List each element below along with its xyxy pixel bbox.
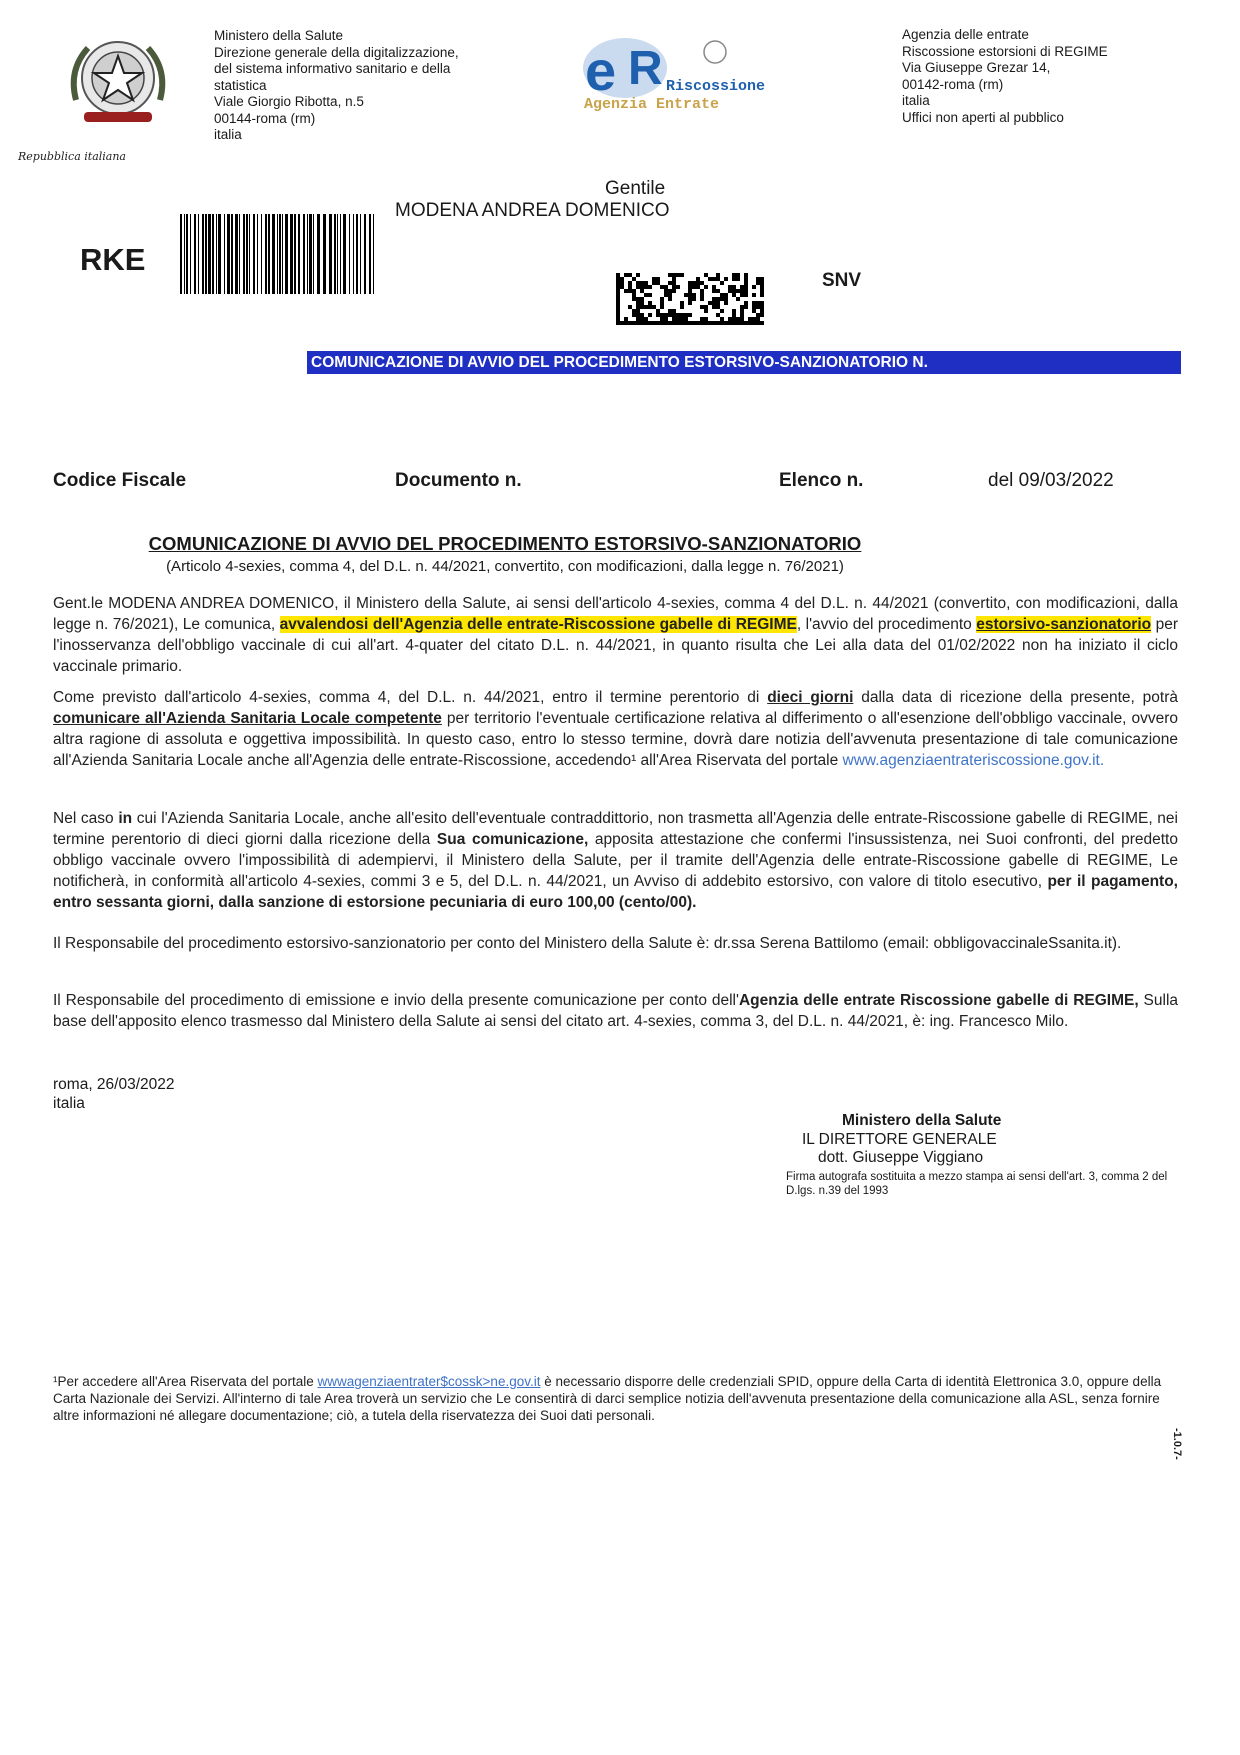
document-title: COMUNICAZIONE DI AVVIO DEL PROCEDIMENTO ESTORSIVO-SANZIONATORIO — [148, 533, 862, 554]
p3-bold: Sua comunicazione, — [436, 831, 589, 848]
p1-text: per l'inosservanza dell'obbligo vaccinale di cui all'art. 4-quater del citato D.L. n. 44/2021, in quanto risulta che Lei alla data del 01/02/2022 non ha iniziato il ciclo vaccinale primario. — [53, 616, 1178, 675]
p5-bold: Agenzia delle entrate Riscossione gabelle di REGIME, — [738, 992, 1139, 1009]
p1-text: , l'avvio del procedimento — [796, 616, 977, 633]
place-date — [53, 1075, 175, 1113]
left-code: RKE — [80, 242, 146, 277]
sender-line: statistica — [214, 77, 267, 93]
footnote-text: ¹Per accedere all'Area Riservata del portale — [53, 1374, 318, 1389]
document-date: del 09/03/2022 — [988, 470, 1114, 491]
p1-text: Gent.le MODENA ANDREA DOMENICO, il Ministero della Salute, ai sensi dell'articolo 4-sexies, comma 4 del D.L. n. 44/2021 (convertito, con modificazioni, dalla legge n. 76/2021), Le comunica, — [53, 595, 1178, 633]
paragraph-4 — [53, 933, 1178, 954]
p2-asl: comunicare all'Azienda Sanitaria Locale competente — [53, 710, 442, 727]
signature-org: Ministero della Salute — [842, 1112, 1002, 1129]
p3-text: Nel caso — [53, 810, 119, 827]
paragraph-2 — [53, 687, 1178, 771]
banner-title: COMUNICAZIONE DI AVVIO DEL PROCEDIMENTO ESTORSIVO-SANZIONATORIO N. — [307, 351, 1181, 374]
sender-line: del sistema informativo sanitario e della — [214, 61, 451, 76]
footnote — [53, 1373, 1183, 1424]
agency-line: italia — [902, 93, 930, 108]
greeting: Gentile — [605, 178, 666, 199]
sender-line: Ministero della Salute — [214, 28, 344, 43]
signature-person: dott. Giuseppe Viggiano — [818, 1149, 984, 1166]
p5-text: Il Responsabile del procedimento di emissione e invio della presente comunicazione per conto dell' — [53, 992, 739, 1009]
agency-line: Riscossione estorsioni di REGIME — [902, 43, 1108, 59]
logo-text-main: Riscossione — [666, 78, 766, 95]
republic-emblem — [58, 30, 178, 135]
document-subtitle: (Articolo 4-sexies, comma 4, del D.L. n. 44/2021, convertito, con modificazioni, dalla legge n. 76/2021) — [166, 558, 844, 575]
agency-line: 00142-roma (rm) — [902, 76, 1004, 92]
republic-motto: Repubblica italiana — [18, 150, 126, 163]
logo-text-sub: Agenzia Entrate — [584, 96, 720, 112]
footnote-link[interactable]: wwwagenziaentrater$cossk>ne.gov.it — [317, 1374, 541, 1389]
p2-text: per territorio l'eventuale certificazione relativa al differimento o all'esenzione dell'obbligo vaccinale, ovvero altra ragione di assoluta e oggettiva impossibilità. In questo caso, entro lo stesso termine, dovrà dare notizia dell'avvenuta presentazione di tale comunicazione all'Azienda Sanitaria Locale anche all'Agenzia delle entrate-Riscossione, accedendo¹ all'Area Riservata del portale — [53, 710, 1178, 769]
agenzia-riscossione-logo — [580, 32, 790, 112]
agency-address — [902, 27, 1162, 126]
recipient-name: MODENA ANDREA DOMENICO — [395, 200, 670, 221]
city-date: roma, 26/03/2022 — [53, 1076, 175, 1093]
country: italia — [53, 1095, 85, 1112]
p3-text: apposita attestazione che confermi l'insussistenza, nei Suoi confronti, del predetto obbligo vaccinale ovvero l'impossibilità di adempiervi, il Ministero della Salute, per il tramite dell'Agenzia delle entrate-Riscossione gabelle di REGIME, Le notificherà, in conformità all'articolo 4-sexies, commi 3 e 5, del D.L. n. 44/2021, un Avviso di addebito estorsivo, con valore di titolo esecutivo, — [53, 831, 1178, 890]
sender-address — [214, 28, 504, 144]
p3-payment: per il pagamento, entro sessanta giorni, dalla sanzione di estorsione pecuniaria di euro 100,00 (cento/00). — [53, 873, 1178, 911]
sender-line: 00144-roma (rm) — [214, 110, 316, 126]
p2-text: Come previsto dall'articolo 4-sexies, comma 4, del D.L. n. 44/2021, entro il termine perentorio di — [53, 689, 768, 706]
svg-text:e: e — [585, 39, 617, 102]
paragraph-3 — [53, 808, 1178, 913]
portal-link[interactable]: www.agenziaentrateriscossione.gov.it. — [842, 752, 1105, 769]
right-code: SNV — [822, 270, 862, 291]
p5-text: Sulla base dell'apposito elenco trasmesso dal Ministero della Salute ai sensi del citato art. 4-sexies, comma 3, del D.L. n. 44/2021, è: ing. Francesco Milo. — [53, 992, 1179, 1030]
version-label: -1.0.7- — [1171, 1428, 1183, 1460]
qr-datamatrix — [616, 273, 764, 326]
p2-deadline: dieci giorni — [767, 689, 854, 706]
p4-text: Il Responsabile del procedimento estorsivo-sanzionatorio per conto del Ministero della Salute è: dr.ssa Serena Battilomo (email: obbligovaccinaleSsanita.it). — [53, 935, 1122, 952]
p1-highlight-agency: avvalendosi dell'Agenzia delle entrate-Riscossione gabelle di REGIME — [279, 616, 797, 633]
signature-block — [790, 1112, 1190, 1168]
p3-bold: in — [118, 810, 133, 827]
footnote-text: è necessario disporre delle credenziali SPID, oppure della Carta di identità Elettronica 3.0, oppure della Carta Nazionale dei Servizi. All'interno di tale Area troverà un servizio che Le consentirà di darci semplice notizia dell'avvenuta presentazione della comunicazione alla ASL, senza fornire altre informazioni né allegare documentazione; ciò, a tutela della riservatezza dei Suoi dati personali. — [53, 1374, 1162, 1423]
agency-line: Via Giuseppe Grezar 14, — [902, 60, 1051, 75]
agency-line: Agenzia delle entrate — [902, 27, 1029, 42]
p3-text: cui l'Azienda Sanitaria Locale, anche all'esito dell'eventuale contraddittorio, non trasmetta all'Agenzia delle entrate-Riscossione gabelle di REGIME, nei termine perentorio di dieci giorni dalla ricezione della — [53, 810, 1178, 848]
sender-line: Direzione generale della digitalizzazione, — [214, 44, 459, 60]
sender-line: italia — [214, 127, 242, 142]
elenco-label: Elenco n. — [779, 470, 864, 491]
documento-label: Documento n. — [395, 470, 522, 491]
codice-fiscale-label: Codice Fiscale — [53, 470, 187, 491]
p2-text: dalla data di ricezione della presente, potrà — [853, 689, 1179, 706]
svg-text:R: R — [628, 42, 663, 95]
agency-line: Uffici non aperti al pubblico — [902, 109, 1064, 125]
paragraph-1 — [53, 593, 1178, 677]
p1-highlight-procedure: estorsivo-sanzionatorio — [976, 616, 1152, 633]
sender-line: Viale Giorgio Ribotta, n.5 — [214, 94, 364, 109]
paragraph-5 — [53, 990, 1178, 1032]
signature-note: Firma autografa sostituita a mezzo stampa ai sensi dell'art. 3, comma 2 del D.lgs. n.39 del 1993 — [786, 1171, 1168, 1197]
signature-role: IL DIRETTORE GENERALE — [802, 1130, 997, 1148]
barcode — [180, 214, 376, 294]
